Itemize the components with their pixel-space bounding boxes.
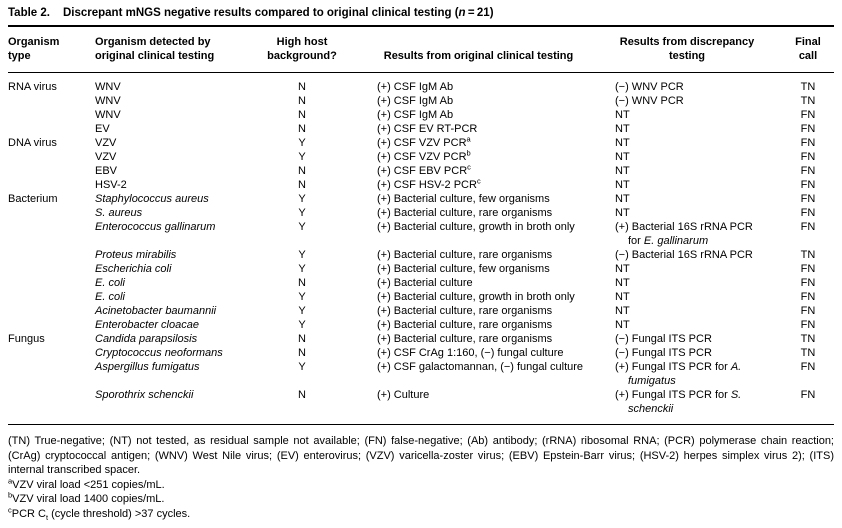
cell-final-call: FN [800,193,816,205]
column-header-high-host-background: High host background? [257,27,347,73]
footnote: (TN) True-negative; (NT) not tested, as residual sample not available; (FN) false-negative; (Ab) antibody; (rRNA) ribosomal RNA; (PCR) polymerase chain reaction; (CrAg) cryptococcal antigen; (WNV) West Nile virus; (EV) enterovirus; (VZV) varicella-zoster virus; (EBV) Epstein-Barr virus; (HSV-2) herpes simplex virus 2); (ITS) internal transcribed spacer. [8,435,834,476]
table-row [8,164,834,178]
cell-organism-type [8,206,95,220]
cell-organism: S. aureus [95,207,143,219]
cell-results-discrepancy: NT [615,109,630,121]
cell-results-discrepancy: (−) Bacterial 16S rRNA PCR [615,249,753,261]
table-row [8,122,834,136]
cell-high-host: Y [298,319,306,331]
cell-organism-type [8,248,95,262]
table-footnotes [8,434,834,521]
cell-organism-type [8,262,95,276]
table-row [8,332,834,346]
cell-final-call: FN [800,361,816,373]
cell-organism: Acinetobacter baumannii [95,305,217,317]
cell-results-original: (+) CSF VZV PCR$^b$ [377,148,471,163]
cell-final-call: TN [800,347,816,359]
cell-organism: HSV-2 [95,179,127,191]
cell-final-call: TN [800,333,816,345]
cell-final-call: FN [800,179,816,191]
cell-results-original: (+) CSF VZV PCR$^a$ [377,134,471,149]
column-header-final-call: Final call [782,27,834,73]
cell-high-host: N [298,95,306,107]
cell-organism-type [8,346,95,360]
cell-results-discrepancy: NT [615,165,630,177]
cell-results-original: (+) Bacterial culture, rare organisms [377,319,553,331]
cell-organism-type [8,122,95,136]
cell-high-host: Y [298,193,306,205]
cell-organism-type [8,178,95,192]
table-caption: Discrepant mNGS negative results compared to original clinical testing (n = 21) [62,7,494,19]
cell-final-call: TN [800,249,816,261]
cell-organism-type [8,360,95,388]
table-row [8,94,834,108]
cell-organism-type [8,276,95,290]
cell-final-call: FN [800,263,816,275]
cell-organism: Sporothrix schenckii [95,389,194,401]
table-row [8,150,834,164]
cell-organism: WNV [95,109,121,121]
cell-high-host: Y [298,263,306,275]
cell-results-original: (+) Bacterial culture, growth in broth only [377,291,575,303]
footnote: $^a$VZV viral load <251 copies/mL. [8,475,165,491]
cell-results-discrepancy: (−) Fungal ITS PCR [615,333,712,345]
cell-results-discrepancy: (−) Fungal ITS PCR [615,347,712,359]
cell-high-host: N [298,81,306,93]
cell-organism: WNV [95,81,121,93]
cell-results-original: (+) CSF EBV PCR$^c$ [377,162,471,177]
table-title [8,3,834,27]
cell-high-host: N [298,123,306,135]
results-table [8,27,834,425]
table-row [8,248,834,262]
cell-results-discrepancy: NT [615,151,630,163]
cell-organism: E. coli [95,277,125,289]
column-header-organism-detected: Organism detected by original clinical testing [95,27,257,73]
cell-results-discrepancy: NT [615,137,630,149]
cell-final-call: FN [800,137,816,149]
cell-final-call: FN [800,291,816,303]
cell-results-discrepancy: (+) Fungal ITS PCR for A. fumigatus [615,361,742,387]
cell-results-original: (+) CSF EV RT-PCR [377,123,478,135]
cell-organism-type [8,150,95,164]
cell-organism: Enterobacter cloacae [95,319,199,331]
table-row [8,108,834,122]
cell-organism-type [8,220,95,248]
cell-high-host: N [298,179,306,191]
table-row [8,318,834,332]
cell-results-discrepancy: NT [615,277,630,289]
cell-organism-type: RNA virus [8,81,57,93]
cell-results-discrepancy: NT [615,319,630,331]
cell-results-original: (+) CSF IgM Ab [377,95,454,107]
cell-high-host: N [298,109,306,121]
cell-high-host: Y [298,221,306,233]
cell-organism-type: Fungus [8,333,45,345]
table-row [8,388,834,425]
table-row [8,73,834,95]
cell-final-call: TN [800,95,816,107]
footnote: $^b$VZV viral load 1400 copies/mL. [8,490,165,505]
cell-high-host: Y [298,249,306,261]
cell-organism: WNV [95,95,121,107]
table-header [8,27,834,73]
cell-high-host: Y [298,207,306,219]
cell-results-original: (+) Bacterial culture, rare organisms [377,207,553,219]
cell-results-discrepancy: NT [615,305,630,317]
table-row [8,262,834,276]
cell-results-original: (+) Bacterial culture, few organisms [377,263,550,275]
cell-organism: VZV [95,137,117,149]
cell-final-call: FN [800,207,816,219]
cell-organism-type [8,108,95,122]
cell-results-original: (+) Culture [377,389,430,401]
cell-organism-type [8,388,95,425]
cell-high-host: N [298,333,306,345]
footnote: $^c$PCR $C_t$ (cycle threshold) >37 cycles. [8,504,191,522]
cell-final-call: FN [800,389,816,401]
cell-results-discrepancy: NT [615,207,630,219]
cell-organism: E. coli [95,291,125,303]
cell-organism: Proteus mirabilis [95,249,177,261]
cell-organism-type [8,290,95,304]
cell-final-call: FN [800,165,816,177]
cell-organism-type [8,318,95,332]
cell-final-call: FN [800,123,816,135]
cell-final-call: FN [800,221,816,233]
cell-results-original: (+) CSF galactomannan, (−) fungal culture [377,361,584,373]
cell-final-call: TN [800,81,816,93]
table-row [8,192,834,206]
table-row [8,220,834,248]
table-row [8,136,834,150]
cell-high-host: Y [298,361,306,373]
cell-final-call: FN [800,151,816,163]
cell-organism: Staphylococcus aureus [95,193,209,205]
header-row [8,27,834,73]
cell-results-original: (+) Bacterial culture, rare organisms [377,333,553,345]
cell-high-host: Y [298,151,306,163]
cell-results-original: (+) Bacterial culture, few organisms [377,193,550,205]
cell-organism: Escherichia coli [95,263,172,275]
cell-results-discrepancy: (+) Bacterial 16S rRNA PCR for E. gallinarum [615,221,753,247]
cell-results-original: (+) CSF CrAg 1:160, (−) fungal culture [377,347,564,359]
cell-organism: VZV [95,151,117,163]
cell-final-call: FN [800,319,816,331]
cell-organism: Enterococcus gallinarum [95,221,216,233]
cell-results-discrepancy: (−) WNV PCR [615,81,684,93]
cell-results-original: (+) Bacterial culture, growth in broth only [377,221,575,233]
table-row [8,206,834,220]
cell-high-host: N [298,277,306,289]
cell-results-discrepancy: (+) Fungal ITS PCR for S. schenckii [615,389,742,415]
cell-results-original: (+) Bacterial culture, rare organisms [377,305,553,317]
cell-results-original: (+) CSF IgM Ab [377,109,454,121]
cell-organism: Aspergillus fumigatus [95,361,200,373]
cell-results-original: (+) Bacterial culture, rare organisms [377,249,553,261]
cell-high-host: N [298,389,306,401]
table-row [8,178,834,192]
cell-final-call: FN [800,109,816,121]
column-header-results-original: Results from original clinical testing [347,27,610,73]
table-number: Table 2. [8,7,50,19]
table-row [8,346,834,360]
cell-organism: EV [95,123,110,135]
cell-organism-type [8,164,95,178]
cell-organism: EBV [95,165,118,177]
cell-results-original: (+) Bacterial culture [377,277,473,289]
cell-results-original: (+) CSF IgM Ab [377,81,454,93]
cell-final-call: FN [800,305,816,317]
cell-results-discrepancy: (−) WNV PCR [615,95,684,107]
cell-results-discrepancy: NT [615,263,630,275]
cell-organism-type: DNA virus [8,137,57,149]
cell-organism-type [8,94,95,108]
cell-organism-type [8,304,95,318]
cell-final-call: FN [800,277,816,289]
results-table-body [8,73,834,425]
table-row [8,360,834,388]
cell-high-host: N [298,165,306,177]
cell-high-host: Y [298,291,306,303]
cell-organism: Cryptococcus neoformans [95,347,223,359]
table-row [8,276,834,290]
cell-organism-type: Bacterium [8,193,58,205]
cell-results-discrepancy: NT [615,179,630,191]
cell-results-discrepancy: NT [615,291,630,303]
column-header-results-discrepancy: Results from discrepancy testing [610,27,782,73]
table-row [8,290,834,304]
cell-results-discrepancy: NT [615,123,630,135]
cell-high-host: N [298,347,306,359]
cell-results-original: (+) CSF HSV-2 PCR$^c$ [377,176,481,191]
cell-high-host: Y [298,137,306,149]
cell-organism: Candida parapsilosis [95,333,198,345]
column-header-organism-type: Organism type [8,27,95,73]
cell-results-discrepancy: NT [615,193,630,205]
table-row [8,304,834,318]
cell-high-host: Y [298,305,306,317]
